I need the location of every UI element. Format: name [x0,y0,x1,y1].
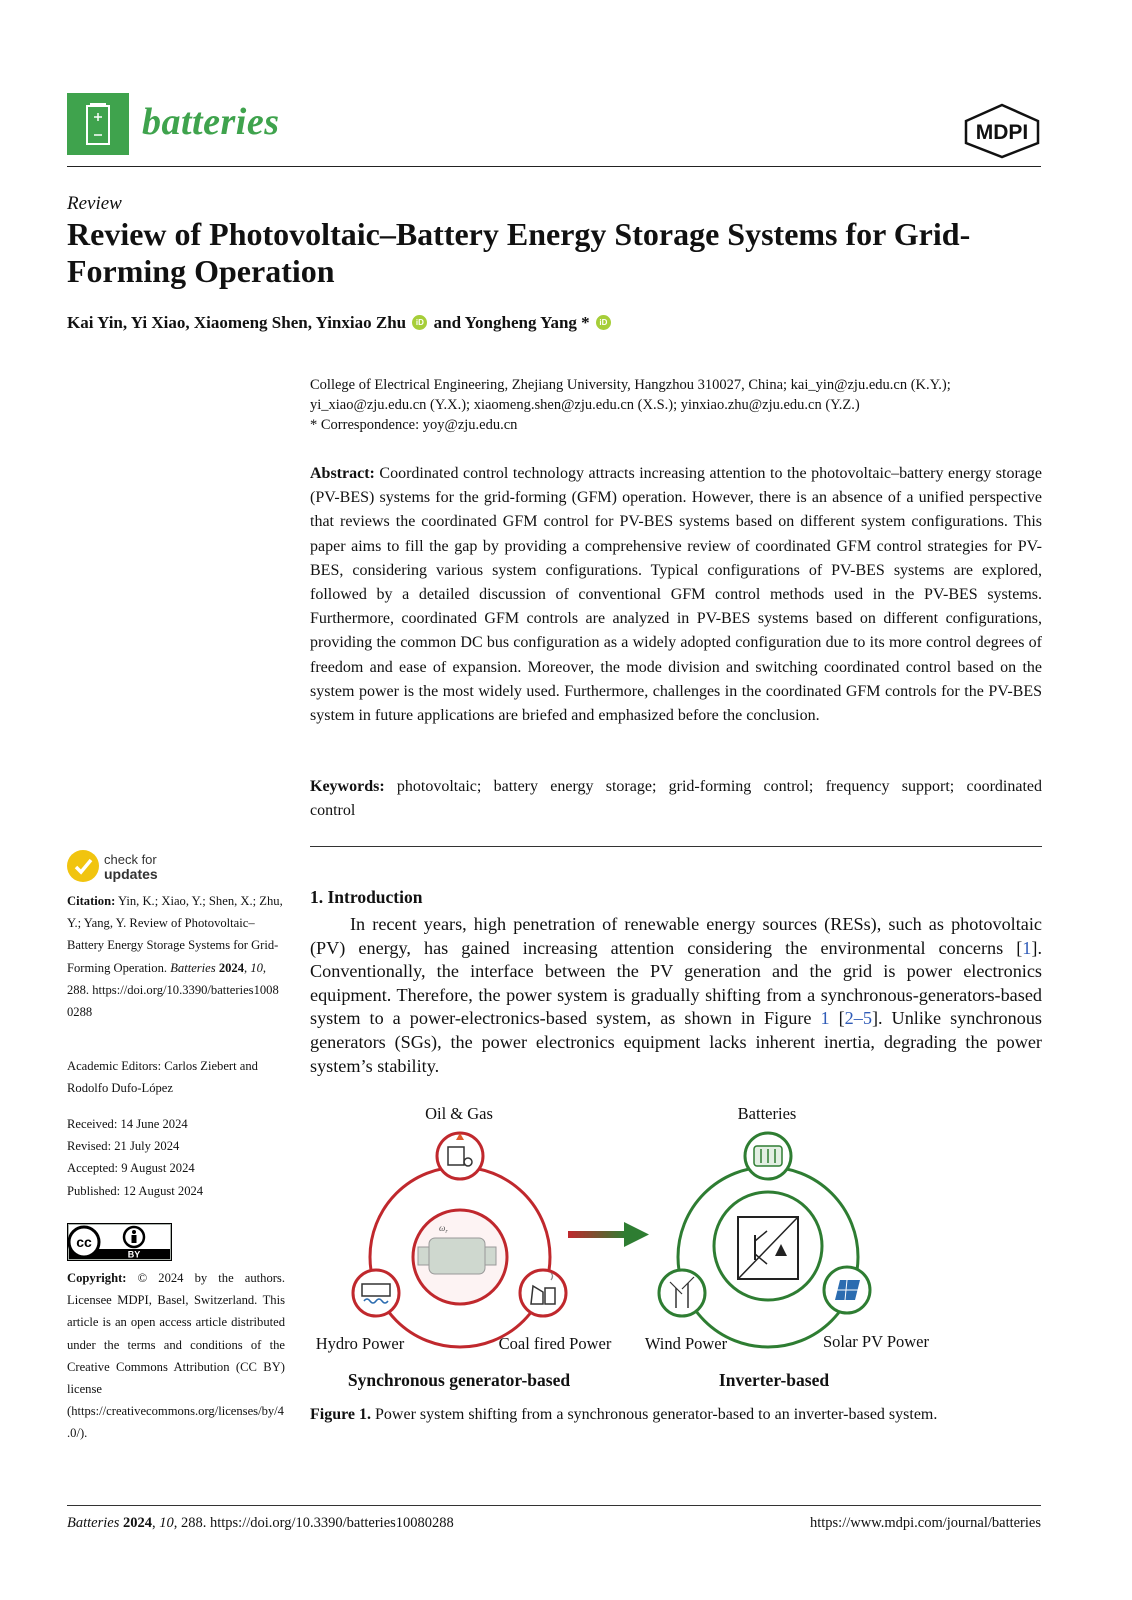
citation-doi-link[interactable]: https://doi.org/10.3390/batteries10080288 [67,982,279,1020]
copyright [67,1267,285,1445]
inverter-diagram [659,1133,870,1347]
citation-pages: , 288. [67,960,267,997]
batteries-label: Batteries [737,1104,797,1123]
by-label: BY [127,1249,141,1260]
author-list [67,313,613,333]
citation-journal: Batteries [170,960,216,975]
reference-link[interactable]: 2–5 [844,1008,872,1029]
copyright-label: Copyright: [67,1271,127,1285]
keywords-label: Keywords: [310,778,385,795]
affiliation-line: College of Electrical Engineering, Zhejiang University, Hangzhou 310027, China; kai_yin@zju.edu.cn (K.Y.); [310,377,951,393]
citation-label: Citation: [67,894,116,908]
abstract-text: Coordinated control technology attracts increasing attention to the photovoltaic–battery energy storage (PV-BES) systems for the grid-forming (GFM) operation. However, there is an absence of a unified perspective that reviews the coordinated GFM control for PV-BES systems based on different system configurations. This paper aims to fill the gap by providing a comprehensive review of coordinated GFM control strategies for PV-BES, considering various system configurations. Typical configurations of PV-BES systems are explored, followed by a detailed discussion of conventional GFM control methods used in the PV-BES systems. Furthermore, coordinated GFM controls are analyzed in PV-BES systems based on different configurations, providing the common DC bus configuration as a widely adopted configuration due to its more control degrees of freedom and ease of expansion. Moreover, the mode division and switching coordinated control based on the system power is the most widely used. Furthermore, challenges in the coordinated GFM controls for the PV-BES system in future applications are briefed and emphasized before the conclusion. [310,465,1042,725]
wind-label: Wind Power [644,1334,728,1353]
correspondence: * Correspondence: yoy@zju.edu.cn [310,417,518,433]
header-divider [67,166,1041,167]
section-divider [310,846,1042,847]
section-heading: 1. Introduction [310,887,423,907]
received-date: Received: 14 June 2024 [67,1117,188,1131]
revised-date: Revised: 21 July 2024 [67,1139,180,1154]
figure-link[interactable]: 1 [820,1008,830,1029]
check-icon [67,850,99,882]
article-title: Review of Photovoltaic–Battery Energy Storage Systems for Grid-Forming Operation [67,216,971,289]
transition-arrow-icon [568,1222,649,1247]
oil-gas-label: Oil & Gas [425,1104,493,1123]
authors-text: Kai Yin, Yi Xiao, Xiaomeng Shen, Yinxiao Zhu [67,313,407,332]
battery-icon [67,93,129,155]
footer-divider [67,1505,1041,1506]
svg-text:ωr: $\omega_r$ [439,1223,448,1235]
citation-volume: 10 [250,960,263,975]
hydro-label: Hydro Power [315,1334,405,1353]
abstract-label: Abstract: [310,465,375,482]
wind-turbine-icon [659,1270,705,1316]
abstract [310,462,1042,728]
published-date: Published: 12 August 2024 [67,1183,204,1198]
journal-name: batteries [142,101,280,143]
publisher-logo [962,103,1042,159]
footer-doi-link[interactable]: , 288. https://doi.org/10.3390/batteries10080288 [173,1515,454,1531]
citation-year: 2024 [218,960,245,975]
solar-label: Solar PV Power [822,1332,930,1351]
hydro-icon [353,1270,399,1316]
journal-url-link[interactable]: https://www.mdpi.com/journal/batteries [809,1515,1041,1531]
figure-1-diagram [305,1100,1045,1400]
academic-editors: Academic Editors: Carlos Ziebert and Rodolfo Dufo-López [67,1059,258,1096]
check-for-updates-button[interactable] [67,850,177,884]
intro-paragraph: In recent years, high penetration of renewable energy sources (RESs), such as photovoltaic (PV) energy, has gained increasing attention considering the environmental concerns [1]. Conventionally, the interface between the PV generation and the grid is power electronics equipment. Therefore, the power system is gradually shifting from a synchronous-generators-based system to a power-electronics-based system, as shown in Figure 1 [2–5]. Unlike synchronous generators (SGs), the power electronics equipment lacks inherent inertia, degrading the power system’s stability. [310,914,1043,1076]
affiliation-line: yi_xiao@zju.edu.cn (Y.X.); xiaomeng.shen@zju.edu.cn (X.S.); yinxiao.zhu@zju.edu.cn (Y.Z.) [310,397,860,413]
publication-dates [67,1113,285,1202]
check-updates-label: check for [104,852,157,867]
journal-logo [67,93,129,155]
affiliation [310,375,1042,435]
inverter-title: Inverter-based [718,1370,830,1390]
orcid-icon[interactable]: iD [412,315,427,330]
article-type: Review [67,193,122,214]
check-updates-label-bold: updates [104,866,158,882]
figure-caption [310,1406,937,1424]
cc-by-license-badge[interactable] [67,1223,172,1261]
copyright-text: © 2024 by the authors. Licensee MDPI, Basel, Switzerland. This article is an open access article distributed under the terms and conditions of the Creative Commons Attribution (CC BY) license (https://creativecommons.org/licenses/by/4.0/). [67,1271,285,1441]
citation: Citation: Yin, K.; Xiao, Y.; Shen, X.; Zhu, Y.; Yang, Y. Review of Photovoltaic–Battery Energy Storage Systems for Grid-Forming Operation. Batteries 2024, 10, 288. https://doi.org/10.3390/batteries10080288 [67,894,283,1020]
authors-text-corresponding: and Yongheng Yang * [429,313,590,332]
reference-link[interactable]: 1 [1022,937,1032,958]
keywords [310,775,1042,822]
citation-text: Yin, K.; Xiao, Y.; Shen, X.; Zhu, Y.; Yang, Y. Review of Photovoltaic–Battery Energy Storage Systems for Grid-Forming Operation. [67,894,283,975]
publisher-name: MDPI [975,121,1029,144]
footer-citation: Batteries 2024, 10, 288. https://doi.org/10.3390/batteries10080288 [67,1515,454,1531]
synchronous-diagram [353,1133,566,1347]
caption-text: Power system shifting from a synchronous generator-based to an inverter-based system. [371,1406,938,1423]
cc-label: cc [76,1234,92,1250]
coal-label: Coal fired Power [498,1334,612,1353]
orcid-icon[interactable]: iD [596,315,611,330]
caption-label: Figure 1. [310,1406,372,1423]
keywords-text: photovoltaic; battery energy storage; grid-forming control; frequency support; coordinated control [310,778,1042,819]
accepted-date: Accepted: 9 August 2024 [67,1161,195,1176]
synchronous-title: Synchronous generator-based [347,1370,571,1390]
